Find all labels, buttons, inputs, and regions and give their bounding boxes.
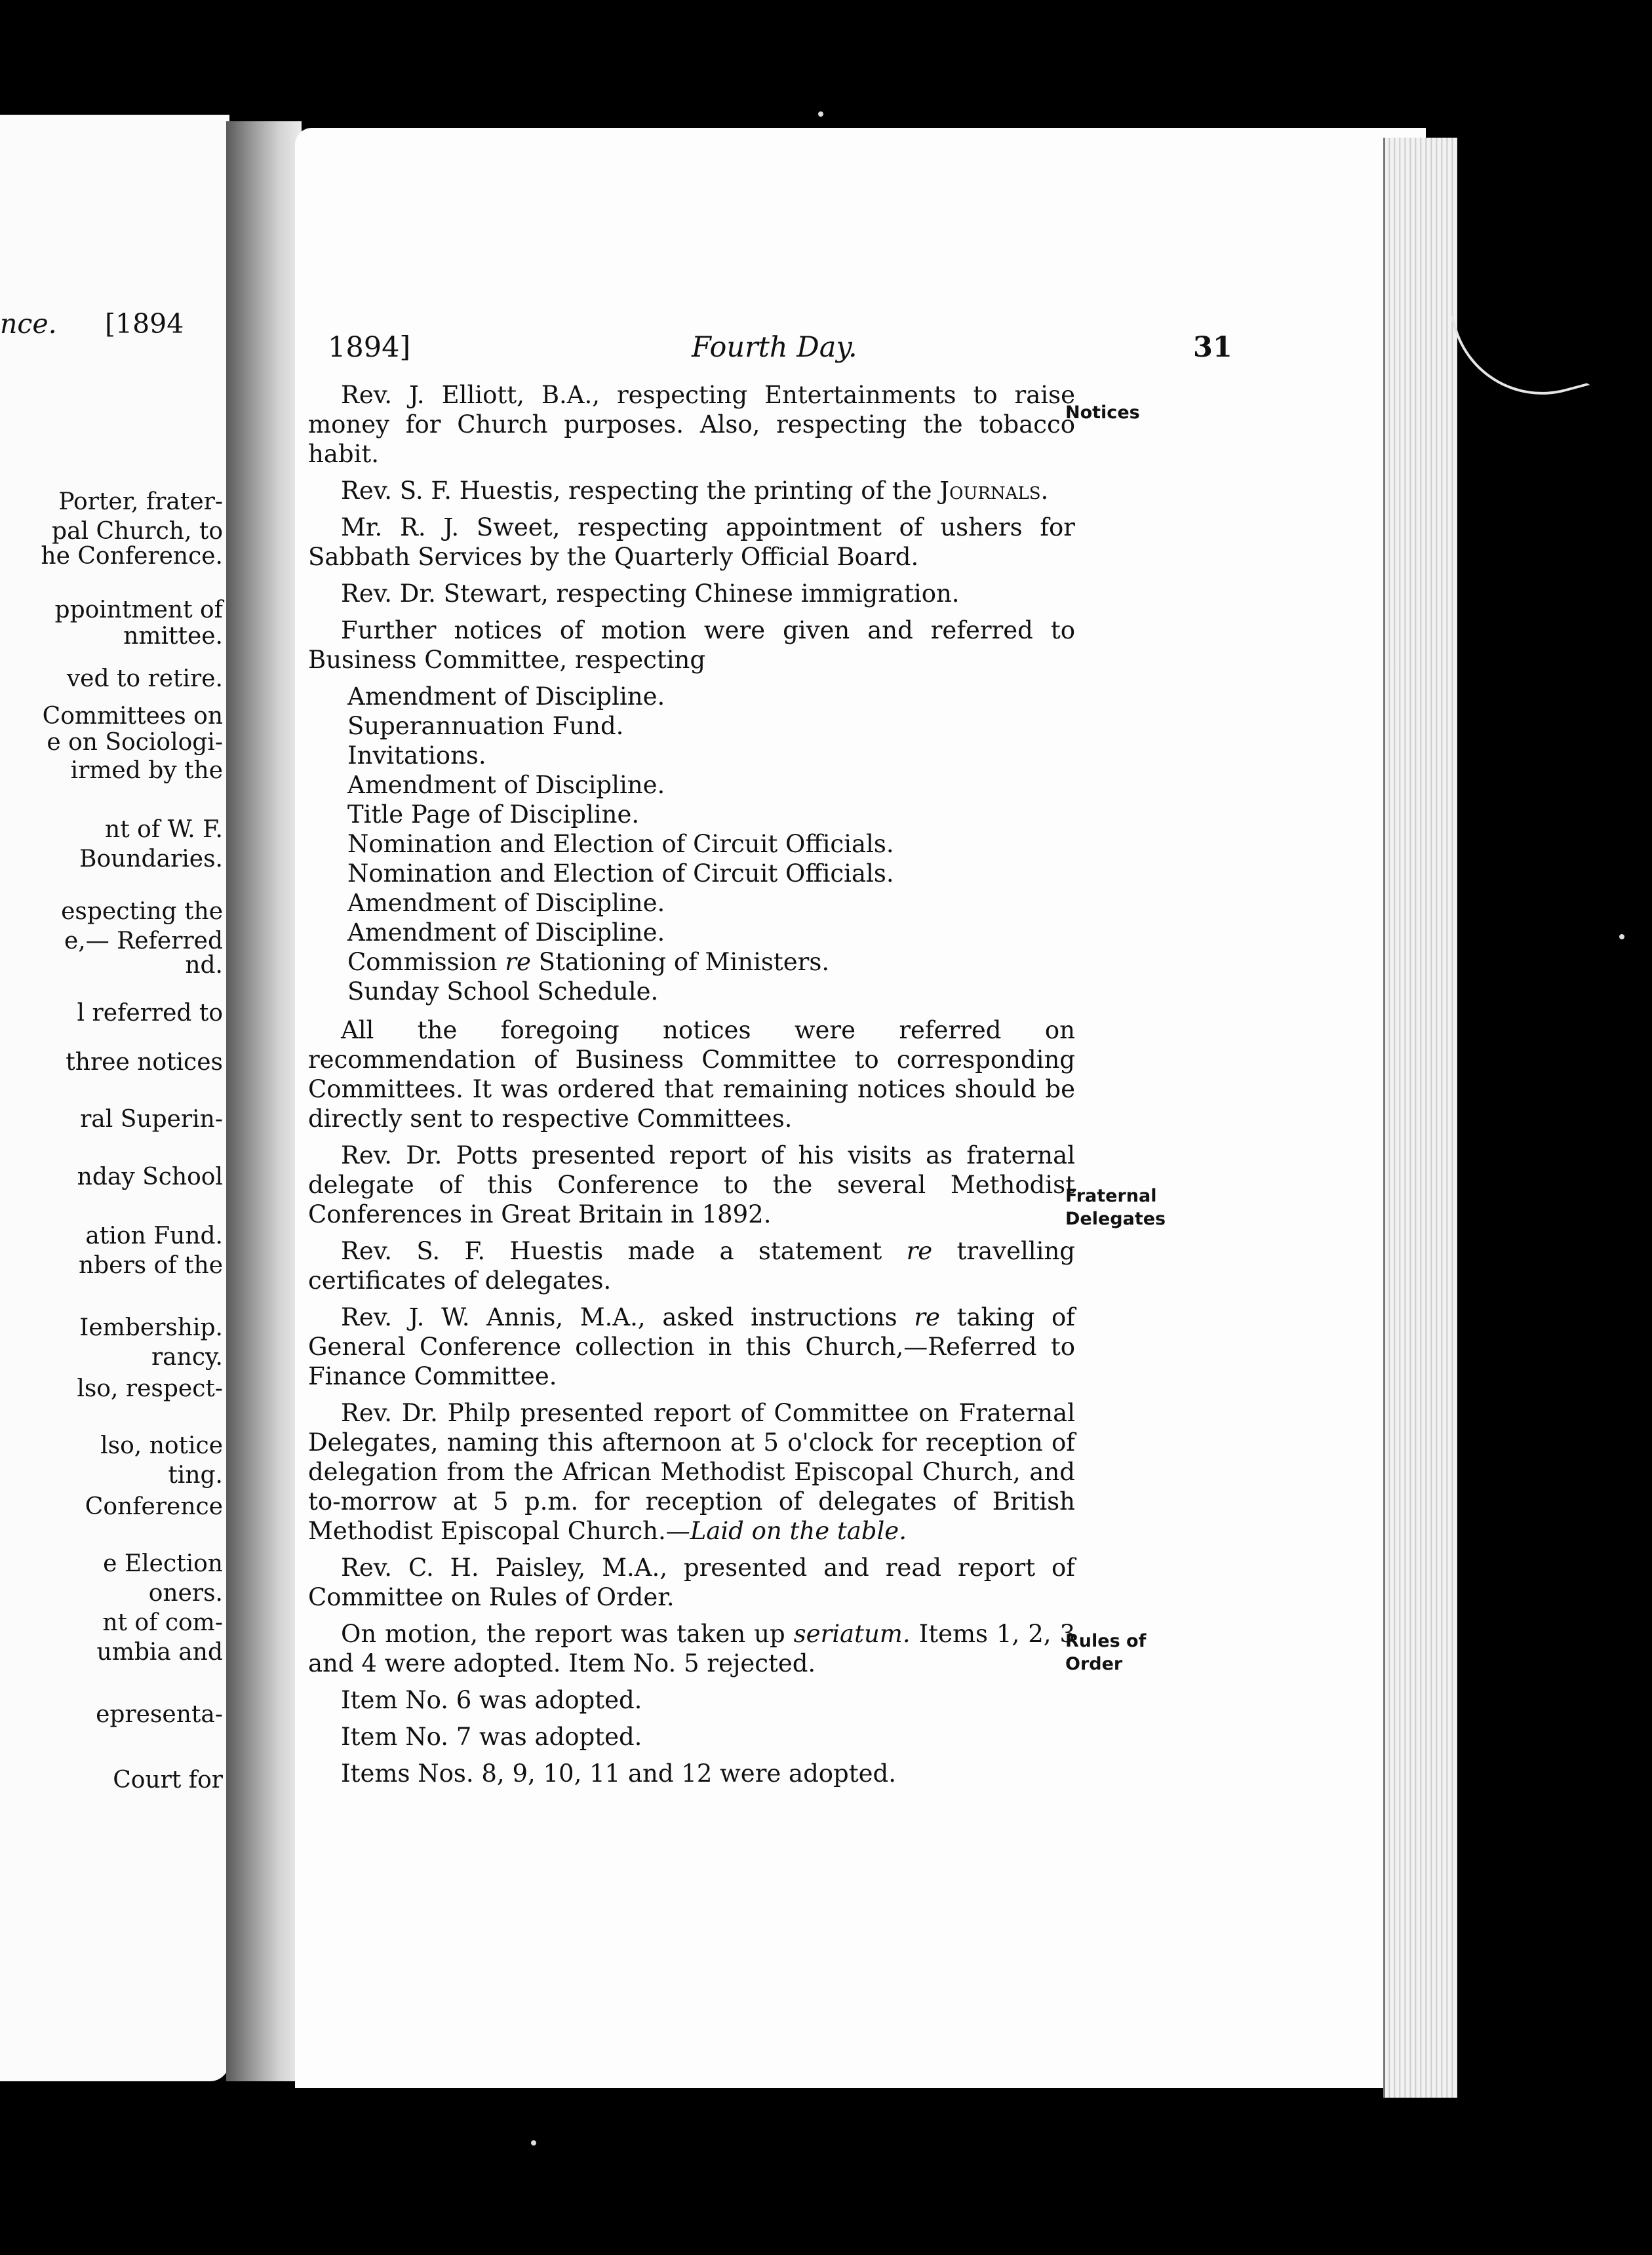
left-page-line: nt of W. F. bbox=[105, 816, 223, 843]
left-page-line: Iembership. bbox=[79, 1314, 223, 1341]
paragraph-italic: re bbox=[914, 1303, 940, 1331]
journals-word: Journals bbox=[939, 477, 1041, 505]
paragraph-text: taking of General Conference collection in this Church,—Referred to Finance Committee. bbox=[308, 1303, 1075, 1390]
paragraph-italic: re bbox=[906, 1237, 933, 1265]
left-page-line: Porter, frater- bbox=[58, 488, 223, 515]
scan-speck bbox=[1619, 934, 1624, 939]
paragraph-text: . bbox=[1040, 477, 1049, 505]
left-page-line: ved to retire. bbox=[66, 665, 223, 692]
paragraph-text: Rev. Dr. Philp presented report of Committee on Fraternal Delegates, naming this afternoon at 5 o'clock for reception of delegation from the African Methodist Episcopal Church, and to-morrow at 5 p.m. for reception of delegates of British Methodist Episcopal Church.— bbox=[308, 1399, 1075, 1545]
page-edges bbox=[1383, 138, 1457, 2098]
margin-note-fraternal-delegates bbox=[1065, 1185, 1183, 1230]
left-page-line: he Conference. bbox=[41, 543, 223, 570]
margin-note-text: Order bbox=[1065, 1654, 1123, 1674]
list-item: Nomination and Election of Circuit Officials. bbox=[347, 830, 894, 858]
left-page-line: nd. bbox=[185, 952, 223, 979]
paragraph-text: Rev. J. W. Annis, M.A., asked instructions bbox=[341, 1303, 914, 1331]
left-page-line: e Election bbox=[103, 1550, 223, 1577]
list-item: Amendment of Discipline. bbox=[347, 682, 665, 711]
list-item-text: Stationing of Ministers. bbox=[530, 948, 830, 976]
list-item: Invitations. bbox=[347, 741, 486, 770]
left-page-line: umbia and bbox=[96, 1639, 223, 1666]
left-page-line: lso, respect- bbox=[77, 1375, 223, 1402]
paragraph-elliott: Rev. J. Elliott, B.A., respecting Entertainments to raise money for Church purposes. Also, respecting the tobacco habit. bbox=[308, 381, 1075, 468]
paragraph-seriatum bbox=[308, 1619, 1075, 1678]
paragraph-huestis-certificates bbox=[308, 1236, 1075, 1295]
paragraph-italic: Laid on the table. bbox=[690, 1517, 907, 1545]
list-item-text: Commission bbox=[347, 948, 505, 976]
scan-speck bbox=[818, 111, 823, 117]
left-page-line: three notices bbox=[66, 1049, 223, 1076]
left-page-line: e on Sociologi- bbox=[47, 729, 223, 756]
paragraph-text: On motion, the report was taken up bbox=[341, 1620, 794, 1648]
left-page-line: Court for bbox=[113, 1767, 223, 1794]
list-item: Superannuation Fund. bbox=[347, 712, 624, 740]
paragraph-item-6: Item No. 6 was adopted. bbox=[341, 1686, 642, 1714]
list-item-italic: re bbox=[505, 948, 531, 976]
paragraph-italic: seriatum. bbox=[793, 1620, 911, 1648]
left-page-line: ting. bbox=[168, 1462, 223, 1489]
list-item: Sunday School Schedule. bbox=[347, 977, 659, 1006]
margin-note-text: Delegates bbox=[1065, 1209, 1166, 1229]
paragraph-foregoing-notices: All the foregoing notices were referred on recommendation of Business Committee to corresponding Committees. It was ordered that remaining notices should be directly sent to respective Committees. bbox=[308, 1016, 1075, 1133]
running-head-year: 1894] bbox=[328, 331, 411, 364]
left-page-line: epresenta- bbox=[96, 1701, 223, 1728]
paragraph-text: Rev. S. F. Huestis made a statement bbox=[341, 1237, 907, 1265]
left-page-line: Conference bbox=[85, 1493, 223, 1520]
left-page-line: ral Superin- bbox=[80, 1106, 223, 1133]
left-page-line: l referred to bbox=[77, 1000, 223, 1027]
paragraph-text: Items 1, 2, 3 and 4 were adopted. Item No. 5 rejected. bbox=[308, 1620, 1075, 1677]
left-page-line: nmittee. bbox=[123, 623, 223, 650]
margin-note-text: Rules of bbox=[1065, 1631, 1147, 1651]
margin-note-rules-of-order bbox=[1065, 1630, 1183, 1676]
left-page-line: especting the bbox=[61, 898, 223, 925]
running-head bbox=[328, 331, 1232, 370]
paragraph-philp bbox=[308, 1398, 1075, 1546]
paragraph-stewart: Rev. Dr. Stewart, respecting Chinese immigration. bbox=[341, 579, 960, 608]
paragraph-potts: Rev. Dr. Potts presented report of his visits as fraternal delegate of this Conference to the several Methodist Conferences in Great Britain in 1892. bbox=[308, 1141, 1075, 1228]
paragraph-item-7: Item No. 7 was adopted. bbox=[341, 1723, 642, 1751]
scan-artifact-arc bbox=[1451, 285, 1590, 416]
list-item bbox=[347, 947, 1075, 977]
paragraph-items-8-12: Items Nos. 8, 9, 10, 11 and 12 were adopted. bbox=[341, 1759, 896, 1788]
left-page-line: oners. bbox=[148, 1580, 223, 1607]
left-page-line: e,— Referred bbox=[64, 928, 223, 954]
paragraph-paisley: Rev. C. H. Paisley, M.A., presented and read report of Committee on Rules of Order. bbox=[308, 1554, 1075, 1611]
left-running-head-title: nce. bbox=[0, 308, 57, 340]
left-page bbox=[0, 115, 229, 2081]
list-item: Title Page of Discipline. bbox=[347, 800, 640, 829]
paragraph-further-notices: Further notices of motion were given and referred to Business Committee, respecting bbox=[308, 616, 1075, 674]
paragraph-text: Rev. S. F. Huestis, respecting the printing of the bbox=[341, 477, 940, 505]
left-page-line: pal Church, to bbox=[52, 518, 223, 545]
notice-list bbox=[347, 682, 1075, 1006]
page-body bbox=[308, 380, 1075, 1795]
paragraph-sweet: Mr. R. J. Sweet, respecting appointment of ushers for Sabbath Services by the Quarterly Official Board. bbox=[308, 513, 1075, 571]
paragraph-annis bbox=[308, 1303, 1075, 1391]
left-page-line: nt of com- bbox=[102, 1609, 223, 1636]
list-item: Amendment of Discipline. bbox=[347, 889, 665, 917]
left-page-line: Committees on bbox=[42, 703, 223, 730]
left-page-line: ppointment of bbox=[54, 597, 223, 623]
left-page-line: rancy. bbox=[151, 1344, 223, 1371]
page-number: 31 bbox=[1193, 331, 1232, 364]
margin-note-text: Fraternal bbox=[1065, 1186, 1157, 1206]
left-page-line: nbers of the bbox=[78, 1252, 223, 1279]
paragraph-text: travelling certificates of delegates. bbox=[308, 1237, 1075, 1295]
list-item: Amendment of Discipline. bbox=[347, 918, 665, 947]
paragraph-huestis-journals bbox=[308, 476, 1075, 505]
scan-speck bbox=[531, 2140, 536, 2146]
running-head-title: Fourth Day. bbox=[692, 331, 857, 364]
left-running-head-year: [1894 bbox=[105, 308, 184, 340]
margin-note-text: Notices bbox=[1065, 402, 1140, 423]
left-page-line: irmed by the bbox=[70, 757, 223, 784]
left-page-line: Boundaries. bbox=[79, 846, 223, 873]
list-item: Amendment of Discipline. bbox=[347, 771, 665, 799]
left-page-line: ation Fund. bbox=[85, 1223, 223, 1249]
book-gutter bbox=[226, 121, 302, 2081]
left-page-line: nday School bbox=[77, 1164, 223, 1190]
margin-note-notices bbox=[1065, 401, 1183, 424]
left-page-line: lso, notice bbox=[100, 1432, 223, 1459]
list-item: Nomination and Election of Circuit Officials. bbox=[347, 859, 894, 888]
